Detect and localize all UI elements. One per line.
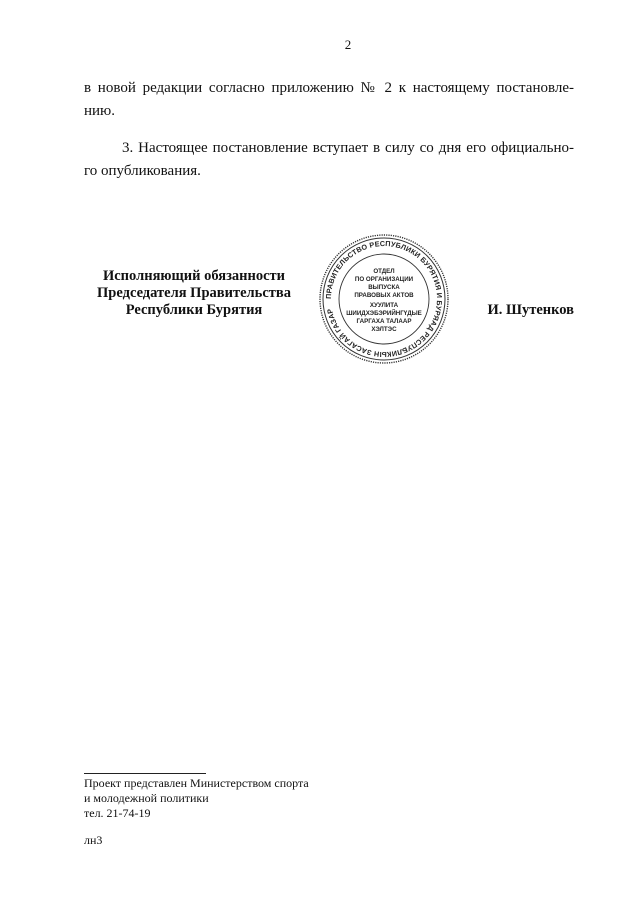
seal-center-line: ВЫПУСКА [368,284,400,291]
footnote-divider [84,773,206,774]
seal-center-line: ГАРГАХА ТАЛААР [356,318,412,325]
official-seal-stamp [318,233,450,365]
paragraph-line: нию. [84,103,116,119]
paragraph-amendment [84,77,574,123]
paragraph-line: 3. Настоящее постановление вступает в силу со дня его официально- [122,140,574,156]
page-number: 2 [344,37,352,52]
seal-center-line: ХЭЛТЭС [371,326,397,333]
signatory-title-line: Республики Бурятия [125,302,263,318]
signatory-title-line: Председателя Правительства [97,285,291,301]
seal-center-line: ПРАВОВЫХ АКТОВ [354,292,414,299]
footnote-line: и молодежной политики [84,791,209,805]
seal-center-line: ШИИДХЭБЭРИЙНГҮДЫЕ [346,310,422,317]
paragraph-effective-date [84,137,574,183]
signatory-title [84,268,304,319]
seal-center-line: ПО ОРГАНИЗАЦИИ [354,276,414,283]
seal-graphic [318,233,450,365]
seal-center-line: ХУУЛИТА [369,302,399,309]
footnote [84,776,309,821]
footnote-line: Проект представлен Министерством спорта [84,776,309,790]
document-code: лн3 [84,833,103,847]
signatory-name: И. Шутенков [487,302,574,318]
paragraph-line: в новой редакции согласно приложению № 2 к настоящему постановле- [84,80,574,96]
paragraph-line: го опубликования. [84,163,201,179]
seal-center-line: ОТДЕЛ [373,268,395,275]
signatory-title-line: Исполняющий обязанности [102,268,286,284]
footnote-phone: тел. 21-74-19 [84,806,151,820]
seal-ring-text: ПРАВИТЕЛЬСТВО РЕСПУБЛИКИ БУРЯТИЯ И БУРЯАД РЕСПУБЛИКЫН ЗАСАГАЙ ГАЗАР [323,238,445,360]
